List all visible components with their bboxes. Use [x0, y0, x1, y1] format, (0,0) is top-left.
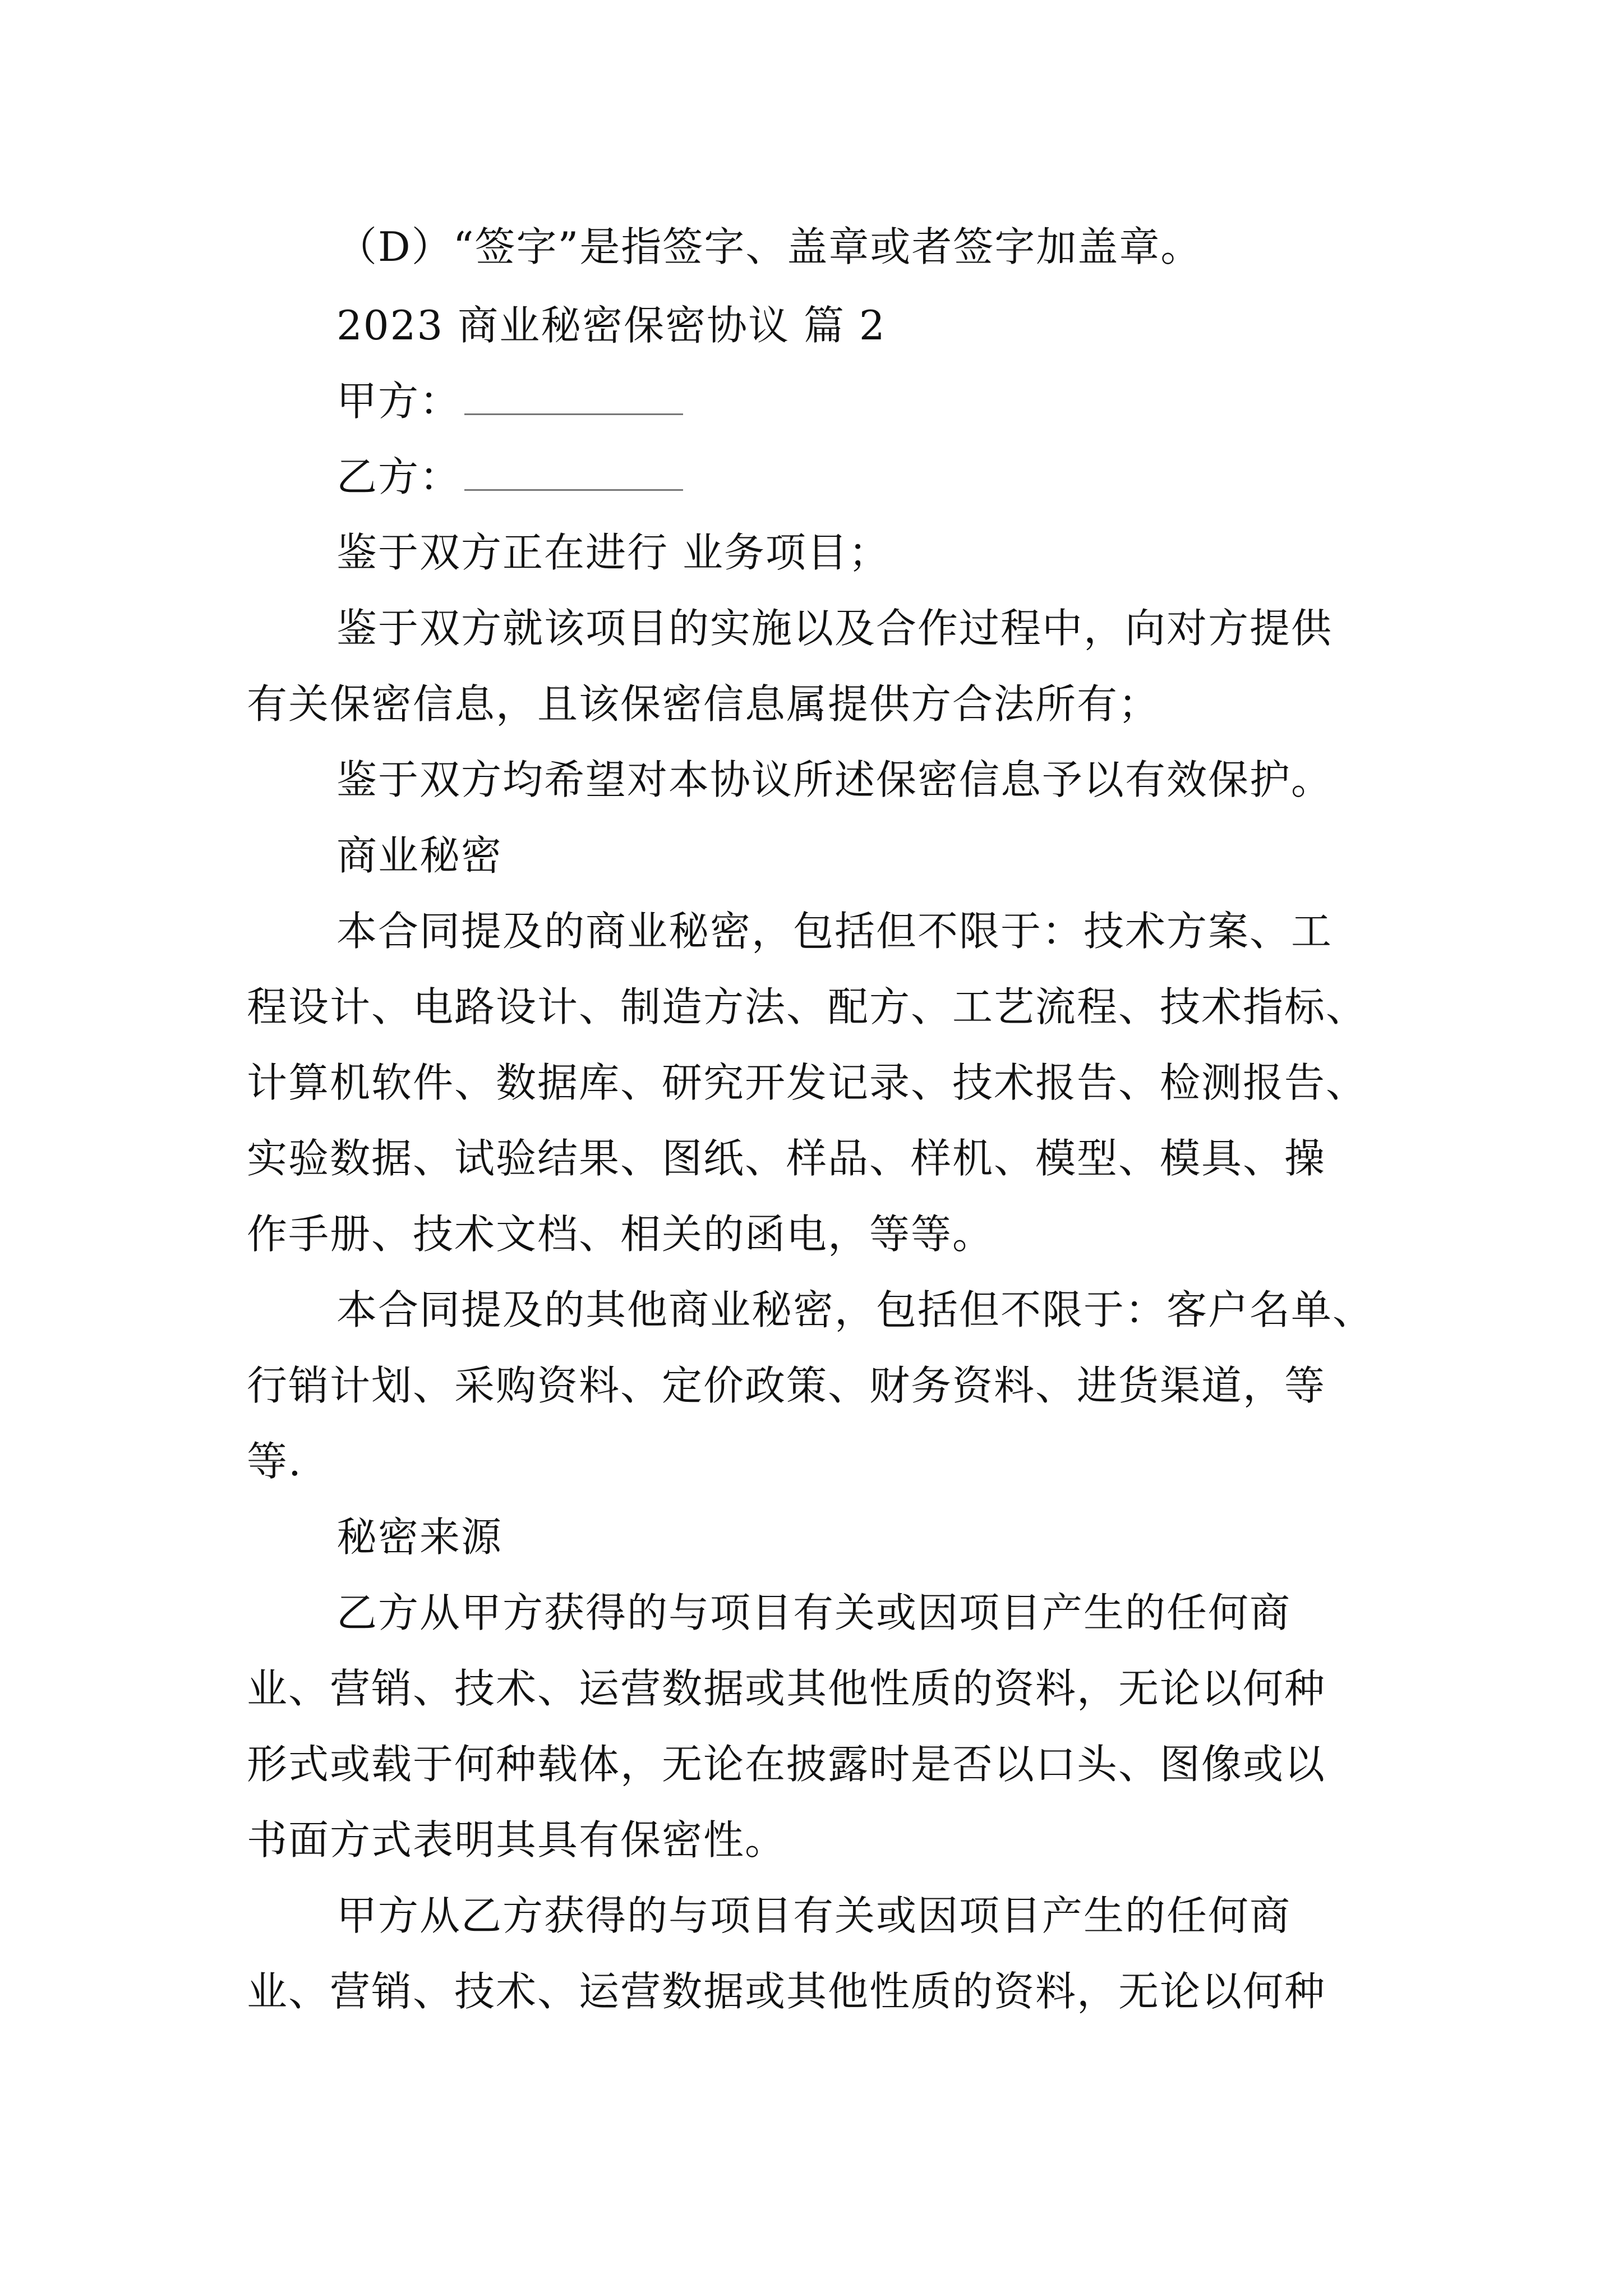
- party-b-label: 乙方：: [336, 453, 462, 500]
- heading-secret-source: 秘密来源: [336, 1513, 503, 1561]
- line-whereas-2b: 有关保密信息，且该保密信息属提供方合法所有；: [247, 680, 1160, 728]
- party-a-label: 甲方：: [336, 378, 462, 425]
- line-source-b-4: 书面方式表明其具有保密性。: [247, 1816, 787, 1864]
- line-trade-secret-4: 实验数据、试验结果、图纸、样品、样机、模型、模具、操: [247, 1135, 1326, 1182]
- line-whereas-2a: 鉴于双方就该项目的实施以及合作过程中，向对方提供: [336, 605, 1333, 652]
- line-other-secret-1: 本合同提及的其他商业秘密，包括但不限于：客户名单、: [336, 1286, 1375, 1333]
- line-trade-secret-2: 程设计、电路设计、制造方法、配方、工艺流程、技术指标、: [247, 983, 1368, 1030]
- party-b-blank: [464, 450, 683, 491]
- line-whereas-3: 鉴于双方均希望对本协议所述保密信息予以有效保护。: [336, 756, 1333, 803]
- line-source-b-2: 业、营销、技术、运营数据或其他性质的资料，无论以何种: [247, 1665, 1326, 1712]
- line-source-b-1: 乙方从甲方获得的与项目有关或因项目产生的任何商: [336, 1589, 1292, 1636]
- line-source-a-1: 甲方从乙方获得的与项目有关或因项目产生的任何商: [336, 1892, 1292, 1939]
- line-trade-secret-1: 本合同提及的商业秘密，包括但不限于：技术方案、工: [336, 908, 1333, 955]
- heading-trade-secret: 商业秘密: [336, 832, 503, 879]
- line-other-secret-3: 等.: [247, 1438, 302, 1485]
- line-trade-secret-3: 计算机软件、数据库、研究开发记录、技术报告、检测报告、: [247, 1059, 1368, 1106]
- line-trade-secret-5: 作手册、技术文档、相关的函电，等等。: [247, 1211, 994, 1258]
- line-whereas-1: 鉴于双方正在进行 业务项目；: [336, 529, 890, 576]
- line-party-b: [336, 443, 683, 510]
- line-source-b-3: 形式或载于何种载体，无论在披露时是否以口头、图像或以: [247, 1741, 1326, 1788]
- line-other-secret-2: 行销计划、采购资料、定价政策、财务资料、进货渠道，等: [247, 1362, 1326, 1409]
- party-a-blank: [464, 374, 683, 415]
- line-party-a: [336, 367, 683, 435]
- line-clause-d: （D）“签字”是指签字、盖章或者签字加盖章。: [336, 223, 1202, 270]
- line-section-title: 2023 商业秘密保密协议 篇 2: [336, 302, 886, 349]
- line-source-a-2: 业、营销、技术、运营数据或其他性质的资料，无论以何种: [247, 1968, 1326, 2015]
